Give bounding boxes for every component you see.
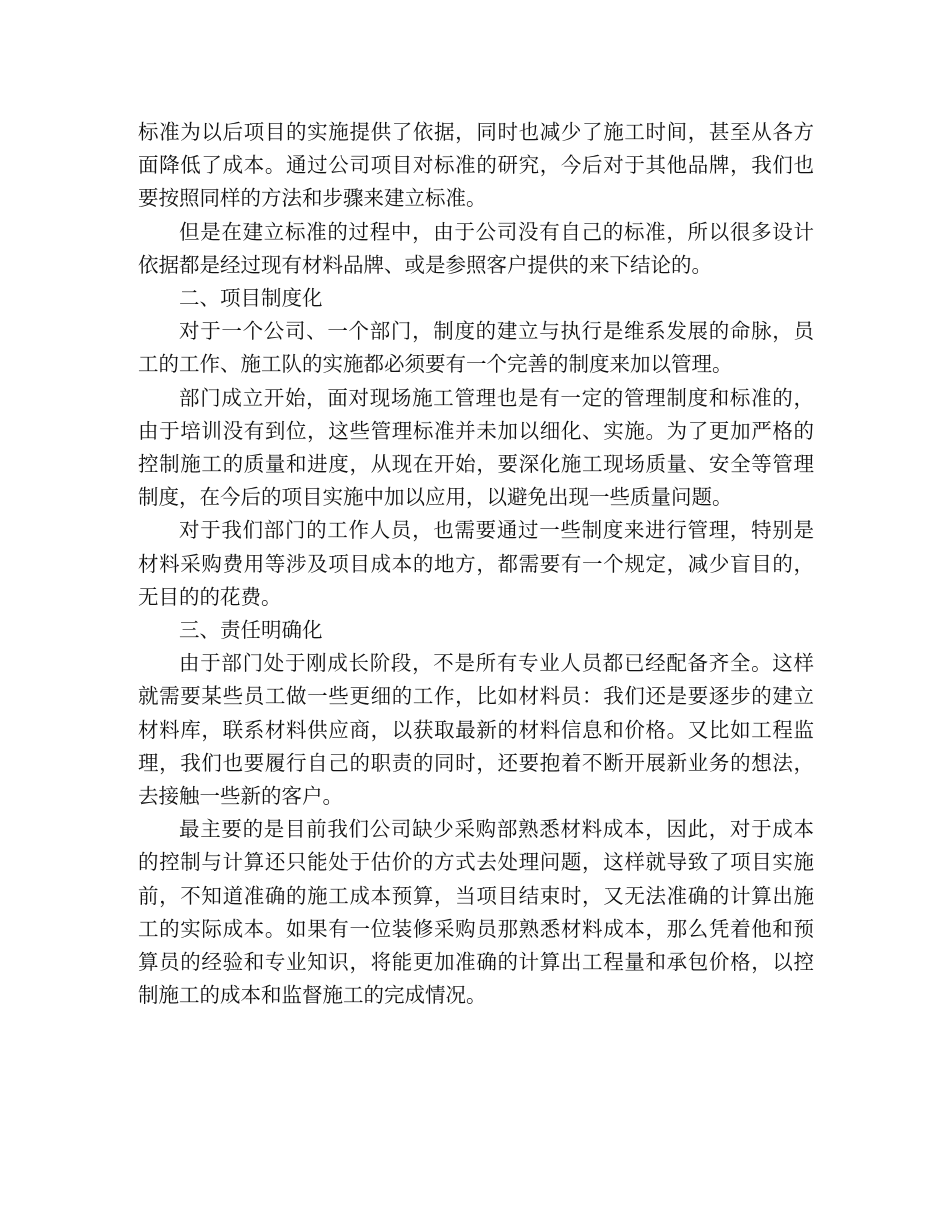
document-page xyxy=(138,116,814,1012)
paragraph-5: 对于我们部门的工作人员，也需要通过一些制度来进行管理，特别是材料采购费用等涉及项目成本的地方，都需要有一个规定，减少盲目的，无目的的花费。 xyxy=(138,518,814,609)
paragraph-1: 标准为以后项目的实施提供了依据，同时也减少了施工时间，甚至从各方面降低了成本。通过公司项目对标准的研究，今后对于其他品牌，我们也要按照同样的方法和步骤来建立标准。 xyxy=(138,120,814,211)
paragraph-2: 但是在建立标准的过程中，由于公司没有自己的标准，所以很多设计依据都是经过现有材料品牌、或是参照客户提供的来下结论的。 xyxy=(138,219,814,277)
section-heading-3: 三、责任明确化 xyxy=(179,618,323,643)
section-heading-2: 二、项目制度化 xyxy=(179,286,323,311)
paragraph-7: 最主要的是目前我们公司缺少采购部熟悉材料成本，因此，对于成本的控制与计算还只能处于估价的方式去处理问题，这样就导致了项目实施前，不知道准确的施工成本预算，当项目结束时，又无法准确的计算出施工的实际成本。如果有一位装修采购员那熟悉材料成本，那么凭着他和预算员的经验和专业知识，将能更加准确的计算出工程量和承包价格，以控制施工的成本和监督施工的完成情况。 xyxy=(138,817,814,1008)
paragraph-4: 部门成立开始，面对现场施工管理也是有一定的管理制度和标准的，由于培训没有到位，这些管理标准并未加以细化、实施。为了更加严格的控制施工的质量和进度，从现在开始，要深化施工现场质量、安全等管理制度，在今后的项目实施中加以应用，以避免出现一些质量问题。 xyxy=(138,385,814,510)
paragraph-6: 由于部门处于刚成长阶段，不是所有专业人员都已经配备齐全。这样就需要某些员工做一些更细的工作，比如材料员：我们还是要逐步的建立材料库，联系材料供应商，以获取最新的材料信息和价格。又比如工程监理，我们也要履行自己的职责的同时，还要抱着不断开展新业务的想法，去接触一些新的客户。 xyxy=(138,651,814,809)
paragraph-3: 对于一个公司、一个部门，制度的建立与执行是维系发展的命脉，员工的工作、施工队的实施都必须要有一个完善的制度来加以管理。 xyxy=(138,319,814,377)
